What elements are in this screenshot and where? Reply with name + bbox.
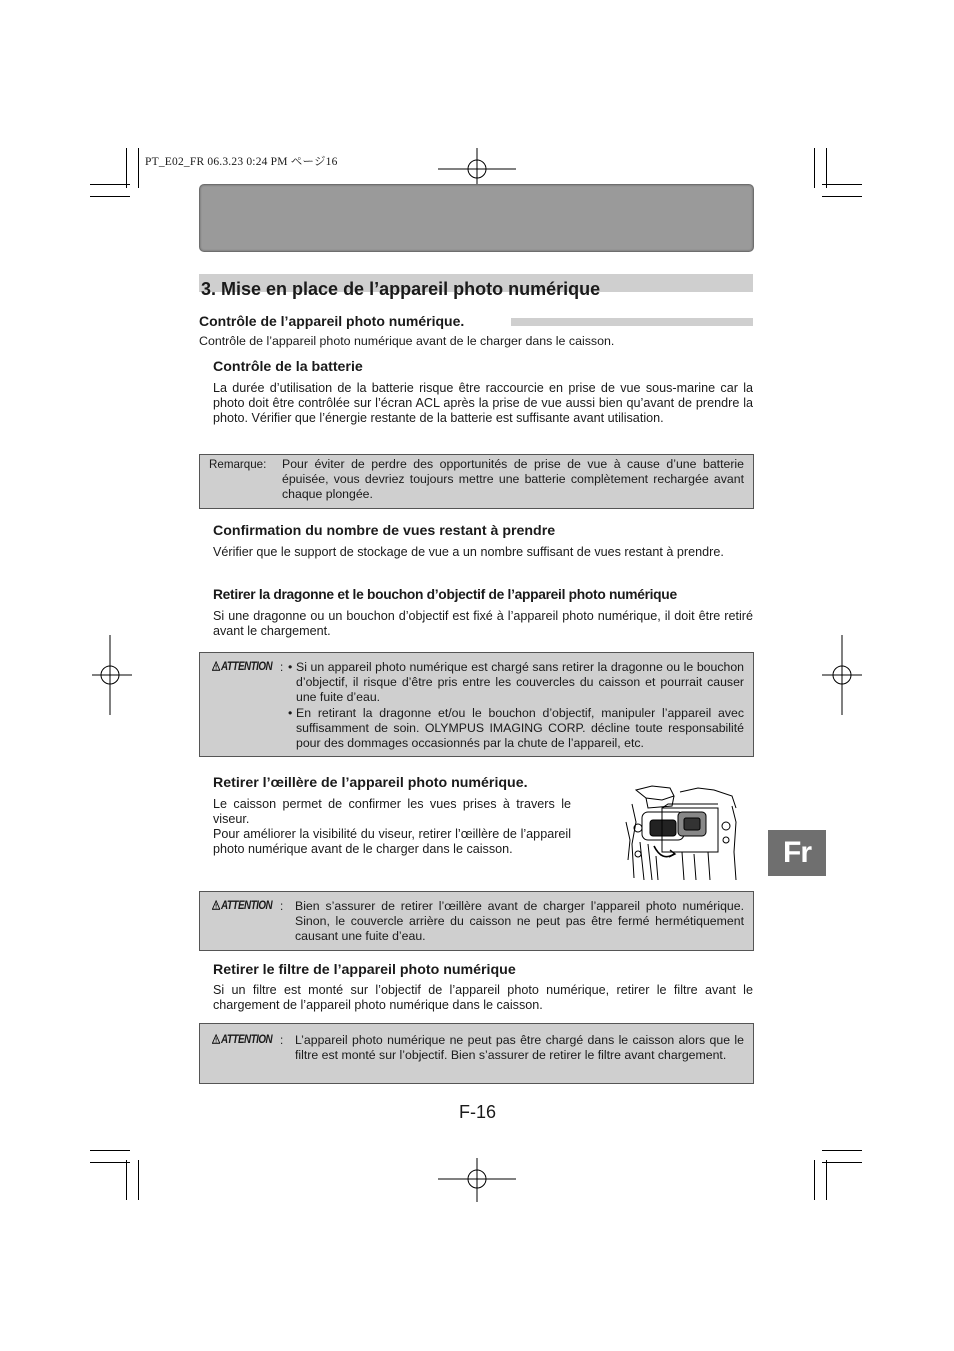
attention-bullet: • En retirant la dragonne et/ou le bouchon d’objectif, manipuler l’appareil avec suffisamment de soin. OLYMPUS IMAGING CORP. décline toute responsabilité pour des dommages occasionnés par la chute de l’appareil, etc. bbox=[288, 705, 744, 751]
registration-mark-bottom bbox=[438, 1158, 516, 1202]
attention-text-3: L’appareil photo numérique ne peut pas être chargé dans le caisson alors que le filtre est monté sur l’objectif. Bien s’assurer de retirer le filtre avant chargement. bbox=[295, 1033, 744, 1063]
subsection-intro: Contrôle de l’appareil photo numérique avant de le charger dans le caisson. bbox=[199, 334, 615, 348]
attention-box-3 bbox=[199, 1023, 754, 1084]
filter-heading: Retirer le filtre de l’appareil photo numérique bbox=[213, 962, 516, 978]
eyecup-text-1: Le caisson permet de confirmer les vues prises à travers le viseur. bbox=[213, 797, 571, 827]
filter-text: Si un filtre est monté sur l’objectif de l’appareil photo numérique, retirer le filtre avant le chargement de l’appareil photo numérique dans le caisson. bbox=[213, 983, 753, 1013]
attention-colon-2: : bbox=[280, 900, 284, 913]
attention-text-2: Bien s’assurer de retirer l’œillère avant de charger l’appareil photo numérique. Sinon, le couvercle arrière du caisson ne peut pas être fermé hermétiquement causant une fuite d’eau. bbox=[295, 899, 744, 944]
attention-colon-1: : bbox=[280, 661, 284, 674]
battery-heading: Contrôle de la batterie bbox=[213, 359, 363, 375]
registration-mark-right bbox=[822, 635, 862, 715]
note-text: Pour éviter de perdre des opportunités de prise de vue à cause d’une batterie épuisée, vous devriez toujours mettre une batterie complètement rechargée avant chaque plongée. bbox=[282, 457, 744, 502]
page-number: F-16 bbox=[459, 1102, 497, 1122]
shots-text: Vérifier que le support de stockage de vue a un nombre suffisant de vues restant à prendre. bbox=[213, 545, 724, 559]
attention-label-2: ATTENTION bbox=[212, 898, 272, 912]
battery-text: La durée d’utilisation de la batterie risque être raccourcie en prise de vue sous-marine car la photo doit être contrôlée sur l’écran ACL après la prise de vue aussi bien qu’avant de prendre la photo. Vérifier que l’énergie restante de la batterie est suffisante avant utilisation. bbox=[213, 381, 753, 426]
attention-bullet: • Si un appareil photo numérique est chargé sans retirer la dragonne ou le bouchon d’objectif, il risque d’être pris entre les couvercles du caisson et pourrait causer une fuite d’eau. bbox=[288, 660, 744, 705]
camera-eyecup-illustration bbox=[622, 782, 740, 882]
attention-text-1 bbox=[288, 660, 744, 751]
subsection-title-bar bbox=[511, 318, 753, 326]
warning-icon bbox=[212, 1034, 220, 1044]
eyecup-heading: Retirer l’œillère de l’appareil photo numérique. bbox=[213, 775, 528, 791]
registration-mark-left bbox=[92, 635, 132, 715]
attention-box-1 bbox=[199, 652, 754, 757]
attention-label-3: ATTENTION bbox=[212, 1032, 272, 1046]
eyecup-text-2: Pour améliorer la visibilité du viseur, retirer l’œillère de l’appareil photo numérique avant de le charger dans le caisson. bbox=[213, 827, 571, 857]
attention-box-2 bbox=[199, 891, 754, 951]
note-box bbox=[199, 454, 754, 509]
attention-colon-3: : bbox=[280, 1034, 284, 1047]
note-label: Remarque: bbox=[209, 458, 267, 471]
strap-heading: Retirer la dragonne et le bouchon d’objectif de l’appareil photo numérique bbox=[213, 587, 677, 602]
attention-label-1: ATTENTION bbox=[212, 659, 272, 673]
language-tab-fr: Fr bbox=[768, 830, 826, 876]
shots-heading: Confirmation du nombre de vues restant à prendre bbox=[213, 523, 556, 539]
section-title: 3. Mise en place de l’appareil photo numérique bbox=[201, 279, 601, 299]
strap-text: Si une dragonne ou un bouchon d’objectif est fixé à l’appareil photo numérique, il doit être retiré avant le chargement. bbox=[213, 609, 753, 639]
print-header-info: PT_E02_FR 06.3.23 0:24 PM ページ16 bbox=[145, 156, 338, 168]
chapter-banner bbox=[199, 184, 754, 252]
warning-icon bbox=[212, 661, 220, 671]
warning-icon bbox=[212, 900, 220, 910]
subsection-title: Contrôle de l’appareil photo numérique. bbox=[199, 313, 465, 329]
